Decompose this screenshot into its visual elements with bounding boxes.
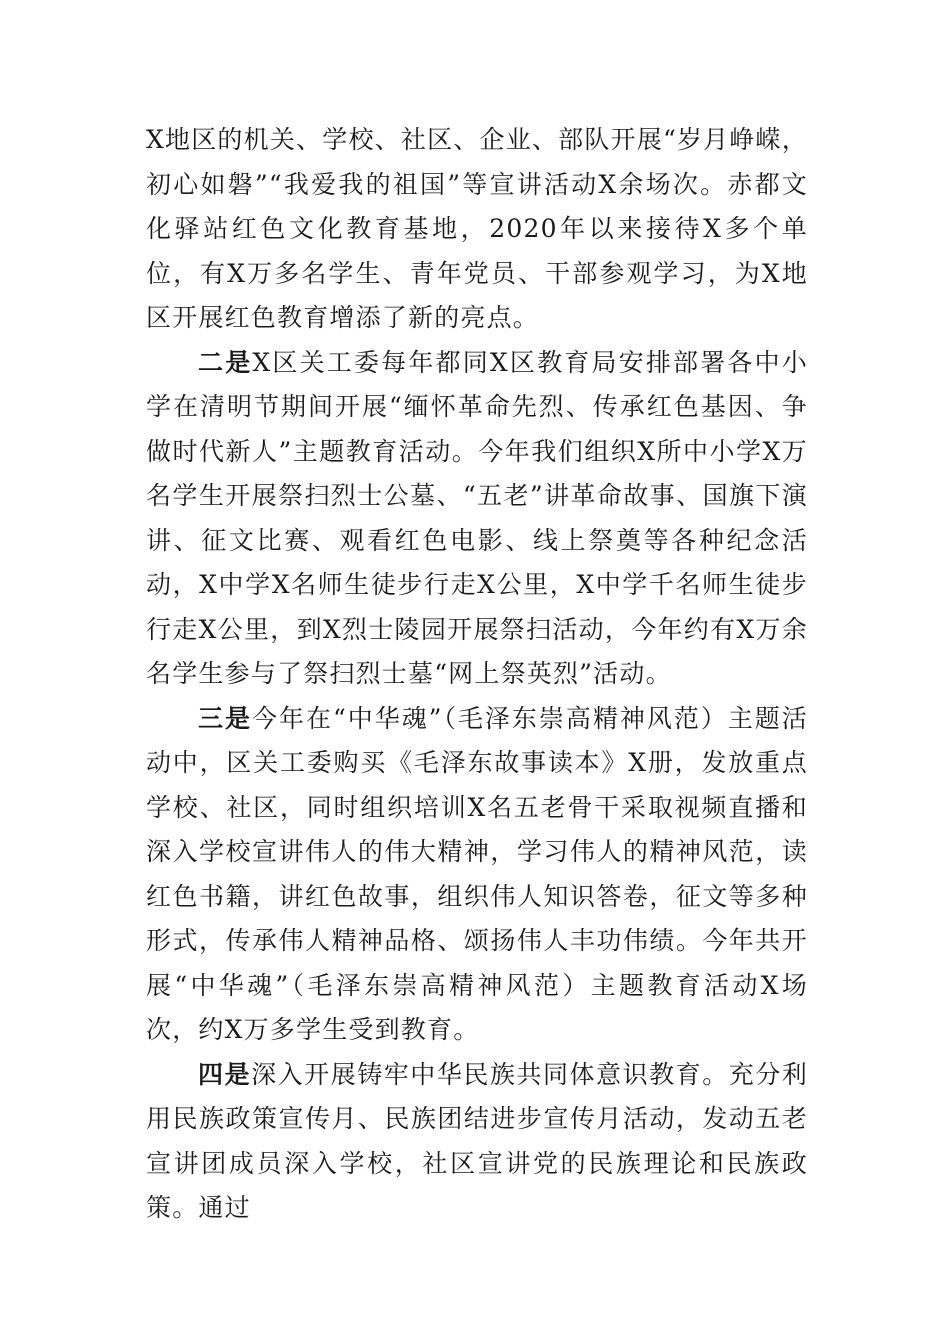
paragraph-lead: 三是	[198, 703, 252, 733]
paragraph-point-four	[146, 1053, 808, 1231]
paragraph-lead: 二是	[198, 347, 253, 377]
paragraph-lead: 四是	[198, 1059, 252, 1089]
paragraph-text: 深入开展铸牢中华民族共同体意识教育。充分利用民族政策宣传月、民族团结进步宣传月活动，发动五老宣讲团成员深入学校，社区宣讲党的民族理论和民族政策。通过	[146, 1059, 808, 1222]
paragraph-text: 今年在“中华魂”（毛泽东崇高精神风范）主题活动中，区关工委购买《毛泽东故事读本》X册，发放重点学校、社区，同时组织培训X名五老骨干采取视频直播和深入学校宣讲伟人的伟大精神，学习伟人的精神风范，读红色书籍，讲红色故事，组织伟人知识答卷，征文等多种形式，传承伟人精神品格、颂扬伟人丰功伟绩。今年共开展“中华魂”（毛泽东崇高精神风范）主题教育活动X场次，约X万多学生受到教育。	[146, 703, 808, 1044]
paragraph-continuation	[146, 118, 808, 341]
paragraph-point-three	[146, 697, 808, 1053]
document-body	[146, 118, 808, 1231]
paragraph-text: X区关工委每年都同X区教育局安排部署各中小学在清明节期间开展“缅怀革命先烈、传承红色基因、争做时代新人”主题教育活动。今年我们组织X所中小学X万名学生开展祭扫烈士公墓、“五老”讲革命故事、国旗下演讲、征文比赛、观看红色电影、线上祭奠等各种纪念活动，X中学X名师生徒步行走X公里，X中学千名师生徒步行走X公里，到X烈士陵园开展祭扫活动，今年约有X万余名学生参与了祭扫烈士墓“网上祭英烈”活动。	[146, 347, 808, 688]
paragraph-point-two	[146, 341, 808, 697]
paragraph-text: X地区的机关、学校、社区、企业、部队开展“岁月峥嵘，初心如磐”“我爱我的祖国”等宣讲活动X余场次。赤都文化驿站红色文化教育基地，2020年以来接待X多个单位，有X万多名学生、青年党员、干部参观学习，为X地区开展红色教育增添了新的亮点。	[146, 125, 808, 332]
